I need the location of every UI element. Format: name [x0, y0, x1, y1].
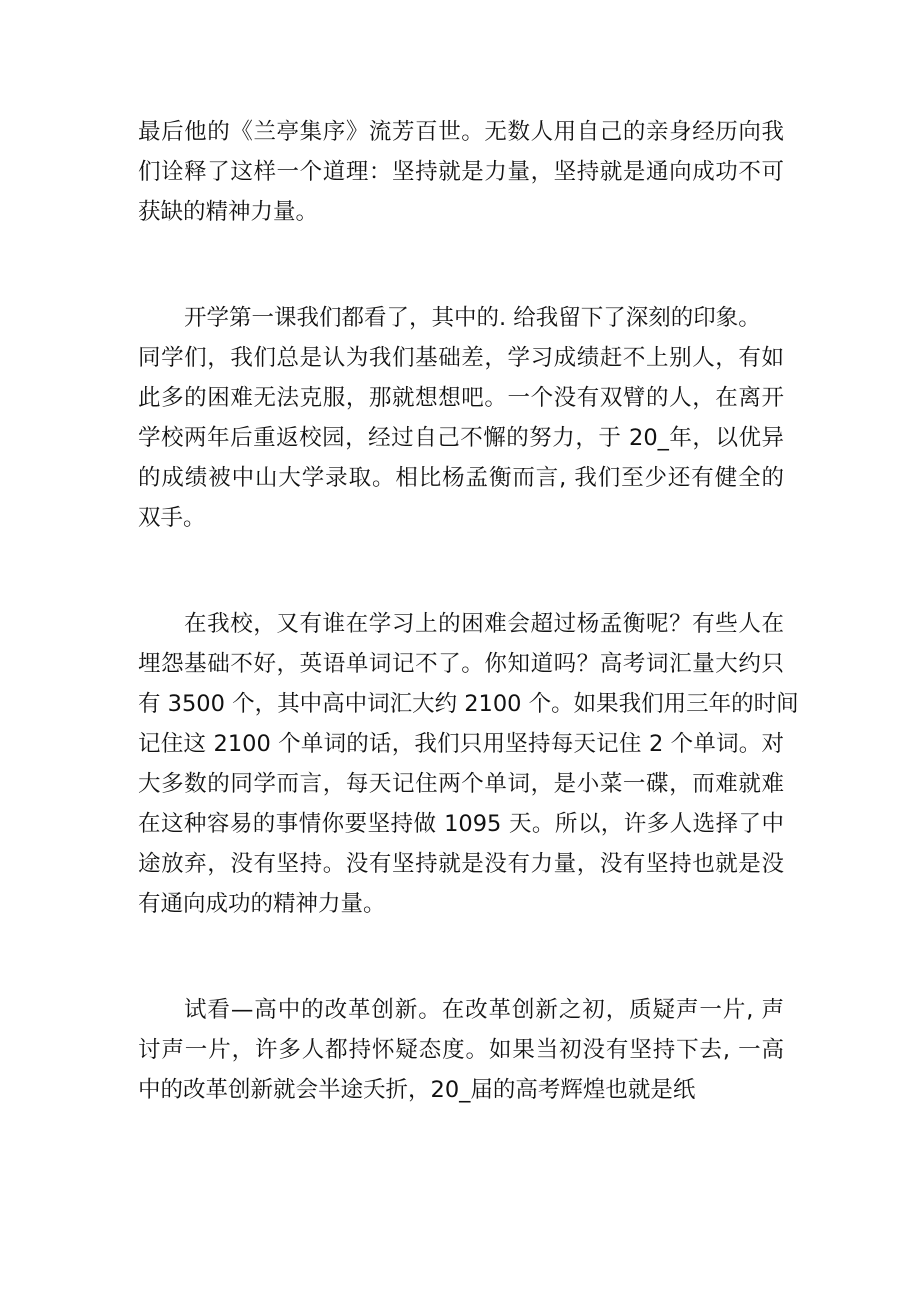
text-line: 有 3500 个，其中高中词汇大约 2100 个。如果我们用三年的时间 — [138, 691, 799, 717]
text-line: 的成绩被中山大学录取。相比杨孟衡而言, 我们至少还有健全的 — [138, 465, 784, 491]
paragraph-gap — [138, 538, 784, 604]
text-line: 学校两年后重返校园，经过自己不懈的努力，于 20_年，以优异 — [138, 425, 784, 451]
text-line: 们诠释了这样一个道理：坚持就是力量，坚持就是通向成功不可 — [138, 159, 784, 185]
paragraph-1 — [138, 112, 784, 232]
text-line: 途放弃，没有坚持。没有坚持就是没有力量，没有坚持也就是没 — [138, 851, 784, 877]
paragraph-gap — [138, 924, 784, 990]
text-line: 同学们，我们总是认为我们基础差，学习成绩赶不上别人，有如 — [138, 345, 784, 371]
text-line: 试看—高中的改革创新。在改革创新之初，质疑声一片, 声 — [184, 997, 784, 1023]
text-line: 中的改革创新就会半途夭折，20_届的高考辉煌也就是纸 — [138, 1077, 696, 1103]
paragraph-gap — [138, 232, 784, 298]
paragraph-3 — [138, 604, 799, 924]
text-line: 埋怨基础不好，英语单词记不了。你知道吗？高考词汇量大约只 — [138, 651, 784, 677]
paragraph-2 — [138, 298, 784, 538]
document-body — [138, 112, 799, 1110]
text-line: 讨声一片，许多人都持怀疑态度。如果当初没有坚持下去, 一高 — [138, 1037, 784, 1063]
text-line: 记住这 2100 个单词的话，我们只用坚持每天记住 2 个单词。对 — [138, 731, 784, 757]
text-line: 双手。 — [138, 505, 206, 531]
paragraph-4 — [138, 990, 784, 1110]
text-line: 有通向成功的精神力量。 — [138, 891, 386, 917]
text-line: 开学第一课我们都看了，其中的. 给我留下了深刻的印象。 — [184, 305, 761, 331]
text-line: 在这种容易的事情你要坚持做 1095 天。所以，许多人选择了中 — [138, 811, 784, 837]
text-line: 最后他的《兰亭集序》流芳百世。无数人用自己的亲身经历向我 — [138, 119, 784, 145]
text-line: 大多数的同学而言，每天记住两个单词，是小菜一碟，而难就难 — [138, 771, 784, 797]
text-line: 获缺的精神力量。 — [138, 199, 319, 225]
text-line: 在我校，又有谁在学习上的困难会超过杨孟衡呢？有些人在 — [184, 611, 784, 637]
text-line: 此多的困难无法克服，那就想想吧。一个没有双臂的人，在离开 — [138, 385, 784, 411]
